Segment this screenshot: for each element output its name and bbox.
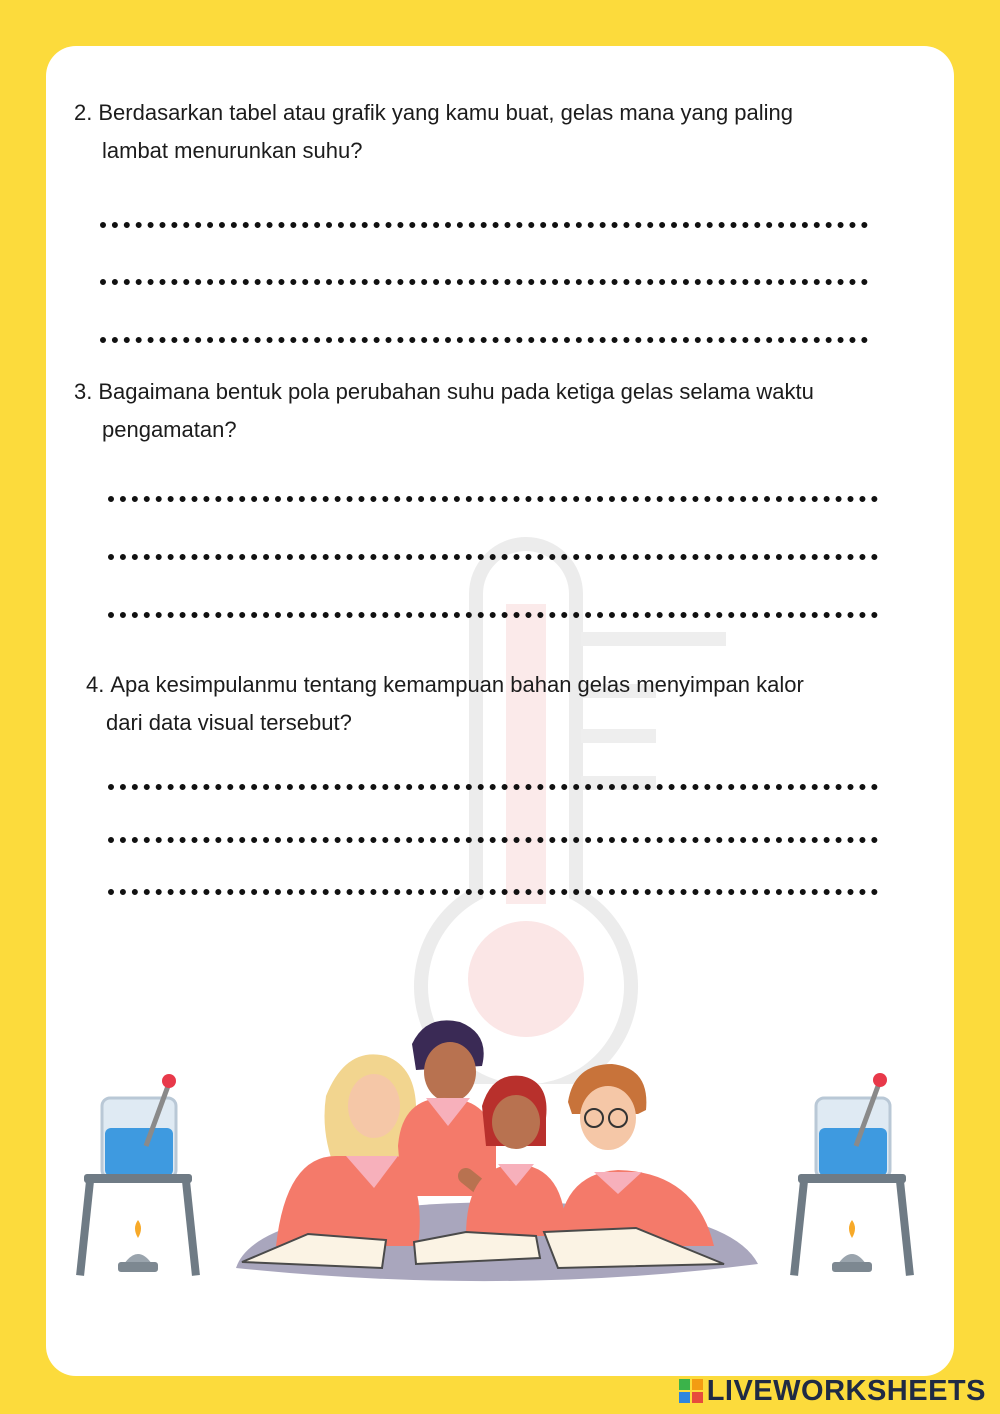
- answer-line[interactable]: [108, 554, 878, 560]
- liveworksheets-logo-icon: [679, 1379, 703, 1403]
- question-3: [74, 373, 814, 449]
- question-number: 2.: [74, 100, 93, 125]
- worksheet-card: [46, 46, 954, 1376]
- answer-line[interactable]: [108, 496, 878, 502]
- question-number: 3.: [74, 379, 93, 404]
- answer-line[interactable]: [108, 612, 878, 618]
- question-text: Bagaimana bentuk pola perubahan suhu pada ketiga gelas selama waktu: [98, 379, 814, 404]
- brand-name: LIVEWORKSHEETS: [706, 1374, 986, 1407]
- answer-line[interactable]: [108, 889, 878, 895]
- question-text: Berdasarkan tabel atau grafik yang kamu buat, gelas mana yang paling: [98, 100, 794, 125]
- brand-logo[interactable]: [679, 1374, 986, 1408]
- beaker-burner-icon: [76, 1074, 200, 1276]
- question-2: [74, 94, 793, 170]
- answer-line[interactable]: [100, 279, 868, 285]
- question-text: Apa kesimpulanmu tentang kemampuan bahan gelas menyimpan kalor: [110, 672, 804, 697]
- answer-line[interactable]: [100, 222, 868, 228]
- answer-line[interactable]: [108, 784, 878, 790]
- answer-line[interactable]: [100, 337, 868, 343]
- students-illustration: [46, 1006, 954, 1306]
- thermometer-icon: [406, 524, 746, 1084]
- question-text-continued: lambat menurunkan suhu?: [102, 138, 363, 163]
- beaker-burner-icon: [790, 1073, 914, 1276]
- question-4: [86, 666, 804, 742]
- question-text-continued: pengamatan?: [102, 417, 237, 442]
- answer-line[interactable]: [108, 837, 878, 843]
- question-text-continued: dari data visual tersebut?: [106, 710, 352, 735]
- question-number: 4.: [86, 672, 105, 697]
